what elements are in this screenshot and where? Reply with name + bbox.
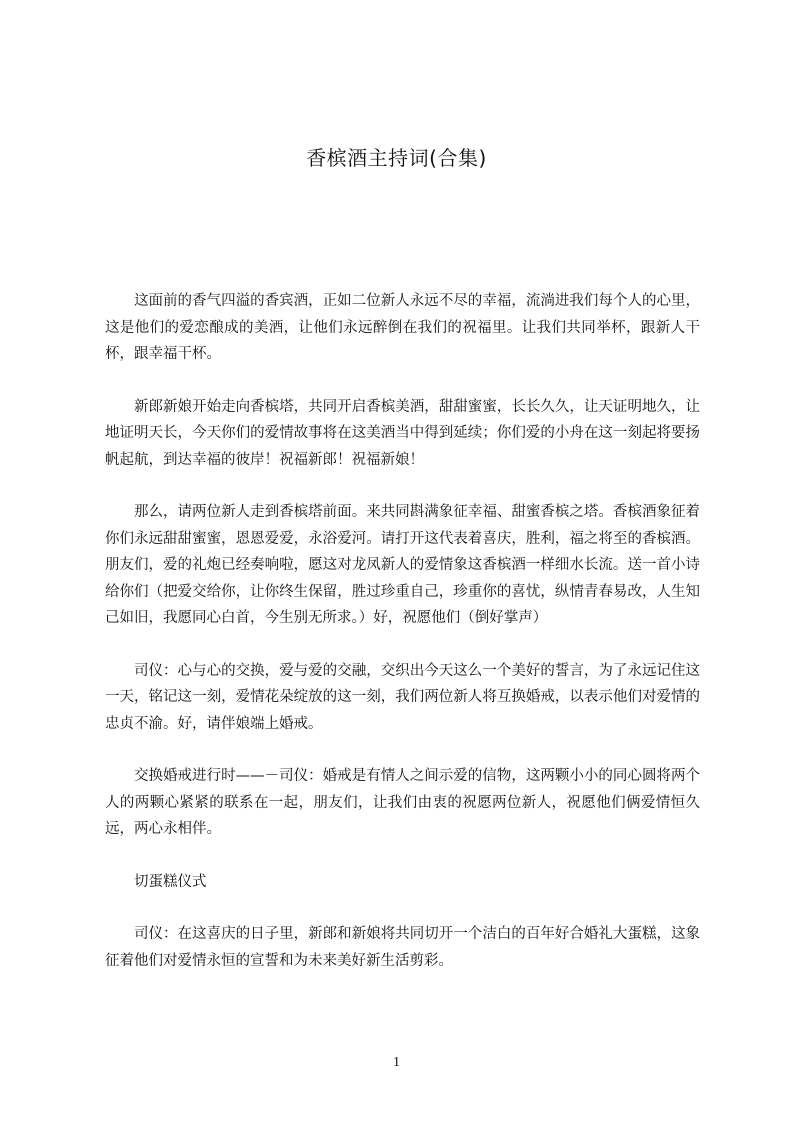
page-title: 香槟酒主持词(合集)	[306, 146, 487, 170]
paragraph-cake-cutting: 司仪：在这喜庆的日子里，新郎和新娘将共同切开一个洁白的百年好合婚礼大蛋糕，这象征着他们对爱情永恒的宣誓和为未来美好新生活剪彩。	[105, 926, 700, 969]
paragraph-champagne-toast: 这面前的香气四溢的香宾酒，正如二位新人永远不尽的幸福，流淌进我们每个人的心里，这是他们的爱恋酿成的美酒，让他们永远醉倒在我们的祝福里。让我们共同举杯，跟新人干杯，跟幸福干杯。	[105, 293, 700, 362]
paragraph-pour-champagne: 那么，请两位新人走到香槟塔前面。来共同斟满象征幸福、甜蜜香槟之塔。香槟酒象征着你们永远甜甜蜜蜜，恩恩爱爱，永浴爱河。请打开这代表着喜庆，胜利，福之将至的香槟酒。朋友们，爱的礼炮已经奏响啦，愿这对龙凤新人的爱情象这香槟酒一样细水长流。送一首小诗给你们（把爱交给你，让你终生保留，胜过珍重自己，珍重你的喜忧，纵情青春易改，人生知己如旧，我愿同心白首，今生别无所求。）好，祝愿他们（倒好掌声）	[105, 504, 700, 626]
document-body	[105, 288, 700, 1000]
page-number: 1	[393, 1055, 400, 1070]
paragraph-champagne-tower: 新郎新娘开始走向香槟塔，共同开启香槟美酒，甜甜蜜蜜，长长久久，让天证明地久，让地证明天长，今天你们的爱情故事将在这美酒当中得到延续；你们爱的小舟在这一刻起将要扬帆起航，到达幸福的彼岸！祝福新郎！祝福新娘！	[105, 398, 700, 468]
paragraph-ring-exchange: 交换婚戒进行时——－司仪：婚戒是有情人之间示爱的信物，这两颗小小的同心圆将两个人的两颗心紧紧的联系在一起，朋友们，让我们由衷的祝愿两位新人，祝愿他们俩爱情恒久远，两心永相伴。	[105, 768, 700, 837]
section-heading-cake-cutting: 切蛋糕仪式	[134, 873, 207, 890]
paragraph-ring-exchange-intro: 司仪：心与心的交换，爱与爱的交融，交织出今天这么一个美好的誓言，为了永远记住这一天，铭记这一刻，爱情花朵绽放的这一刻，我们两位新人将互换婚戒，以表示他们对爱情的忠贞不渝。好，请伴娘端上婚戒。	[105, 662, 700, 732]
